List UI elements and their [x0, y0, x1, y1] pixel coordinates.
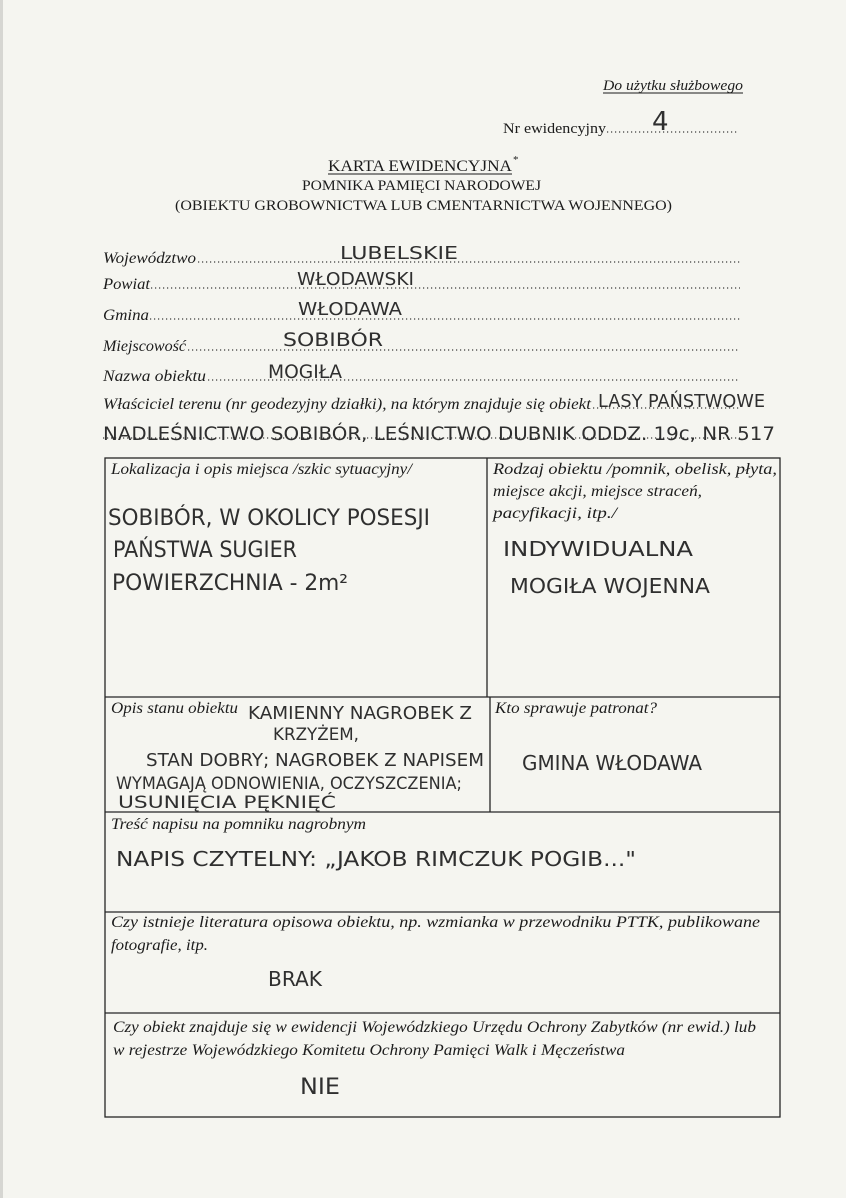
cell-label-line: Rodzaj obiektu /pomnik, obelisk, płyta,	[491, 461, 777, 478]
field-label: Gmina	[103, 307, 149, 324]
cell-label-line: pacyfikacji, itp./	[491, 505, 619, 522]
cell-value: GMINA WŁODAWA	[522, 751, 703, 775]
scan-edge-shadow	[0, 0, 3, 1198]
cell-value-line: INDYWIDUALNA	[503, 537, 694, 561]
cell-value-line: STAN DOBRY; NAGROBEK Z NAPISEM	[146, 750, 484, 771]
field-value-line: LASY PAŃSTWOWE	[598, 391, 768, 412]
field-value: WŁODAWA	[298, 299, 403, 320]
field-value-line: NADLEŚNICTWO SOBIBÓR, LEŚNICTWO DUBNIK ODDZ. 19c, NR 517	[103, 423, 748, 445]
field-value: MOGIŁA	[268, 361, 342, 383]
cell-value-line: USUNIĘCIA PĘKNIĘĆ	[118, 793, 289, 813]
cell-value-line: KAMIENNY NAGROBEK Z	[248, 703, 472, 724]
field-value: LUBELSKIE	[340, 243, 458, 264]
cell-label: Kto sprawuje patronat?	[493, 700, 657, 717]
cell-value-line: POWIERZCHNIA - 2m²	[112, 571, 348, 596]
registry-number-label: Nr ewidencyjny	[503, 121, 607, 137]
registry-number-value: 4	[652, 107, 669, 137]
cell-value: NIE	[300, 1075, 340, 1100]
field-label: Nazwa obiektu	[101, 368, 206, 385]
field-label: Powiat	[101, 276, 151, 293]
cell-value-line: MOGIŁA WOJENNA	[510, 574, 711, 598]
cell-label: Lokalizacja i opis miejsca /szkic sytuacyjny/	[109, 461, 414, 478]
cell-label-line: Czy obiekt znajduje się w ewidencji Wojewódzkiego Urzędu Ochrony Zabytków (nr ewid.) lub	[113, 1019, 756, 1036]
title-footnote-mark: *	[513, 154, 519, 166]
cell-value-line: SOBIBÓR, W OKOLICY POSESJI	[108, 506, 439, 531]
cell-label: Opis stanu obiektu	[111, 700, 238, 717]
cell-label: Treść napisu na pomniku nagrobnym	[111, 816, 366, 833]
document-title: KARTA EWIDENCYJNA	[328, 158, 513, 175]
service-use-note: Do użytku służbowego	[601, 78, 744, 94]
cell-value-line: KRZYŻEM,	[273, 725, 361, 745]
cell-value: NAPIS CZYTELNY: „JAKOB RIMCZUK POGIB..."	[116, 847, 636, 871]
document-subtitle-parenthetical: (OBIEKTU GROBOWNICTWA LUB CMENTARNICTWA WOJENNEGO)	[175, 198, 672, 214]
field-label: Województwo	[103, 250, 196, 267]
field-value: SOBIBÓR	[283, 329, 370, 351]
field-value: WŁODAWSKI	[297, 269, 414, 290]
document-subtitle: POMNIKA PAMIĘCI NARODOWEJ	[302, 178, 542, 194]
cell-value: BRAK	[268, 967, 323, 991]
cell-label-line: miejsce akcji, miejsce straceń,	[493, 483, 702, 500]
field-label: Miejscowość	[101, 338, 187, 355]
cell-value-line: PAŃSTWA SUGIER	[113, 538, 310, 563]
cell-label-line: fotografie, itp.	[111, 937, 208, 954]
cell-label-line: w rejestrze Wojewódzkiego Komitetu Ochrony Pamięci Walk i Męczeństwa	[113, 1042, 625, 1059]
field-label: Właściciel terenu (nr geodezyjny działki), na którym znajduje się obiekt	[103, 396, 592, 413]
cell-value-line: WYMAGAJĄ ODNOWIENIA, OCZYSZCZENIA;	[116, 774, 462, 794]
cell-label-line: Czy istnieje literatura opisowa obiektu, np. wzmianka w przewodniku PTTK, publikowane	[111, 914, 760, 931]
